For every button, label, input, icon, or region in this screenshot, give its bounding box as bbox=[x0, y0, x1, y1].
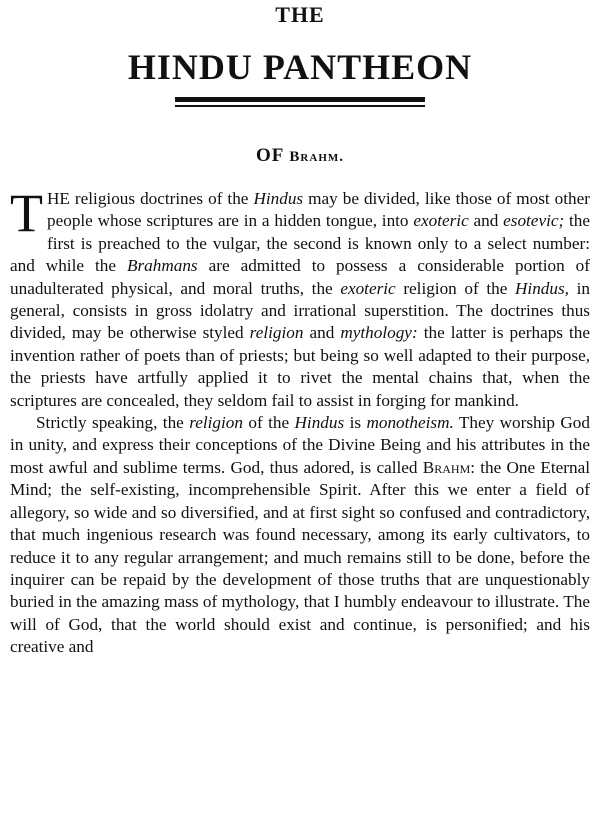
p2-text-2: of the bbox=[242, 413, 295, 433]
p2-italic-1: religion bbox=[189, 413, 243, 433]
p1-italic-3: esotevic; bbox=[503, 211, 565, 231]
paragraph-1 bbox=[10, 183, 591, 412]
p2-text-4: They worship God in unity, and express their conceptions of the Divine Being and his attributes in the most awful and sublime terms. God, thus adored, is called bbox=[10, 413, 590, 477]
p2-italic-3: monotheism. bbox=[366, 413, 454, 433]
title-the: THE bbox=[275, 2, 325, 27]
p1-italic-7: religion bbox=[249, 323, 304, 343]
drop-cap: T bbox=[10, 183, 43, 243]
section-heading bbox=[0, 145, 600, 167]
p1-text-2: may be divided, like those of most other people whose scriptures are in a hidden tongue, into bbox=[47, 189, 590, 231]
p1-text-8: and bbox=[303, 323, 341, 343]
p1-italic-4: Brahmans bbox=[126, 256, 198, 276]
p2-text-5: : the One Eternal Mind; the self-existing, incomprehensible Spirit. After this we enter a field of allegory, so wide and so diversified, and at first sight so confused and contradictory, that much ingenious research was found necessary, among its early cultivators, to reduce it to any regular arrangement; and much remains still to be done, before the inquirer can be repaid by the development of those truths that are unquestionably buried in the amazing mass of mythology, that I humbly endeavour to illustrate. The will of God, that the world should exist and continue, is personified; and his creative and bbox=[10, 457, 590, 657]
body-text bbox=[10, 183, 591, 659]
p1-italic-8: mythology: bbox=[340, 323, 418, 343]
p1-text-6: religion of the bbox=[395, 278, 516, 298]
p1-text-1: HE religious doctrines of the bbox=[47, 189, 254, 208]
p2-text-3: is bbox=[344, 413, 367, 433]
p1-italic-1: Hindus bbox=[253, 189, 304, 208]
paragraph-2 bbox=[10, 412, 590, 658]
title-rule-thin bbox=[175, 105, 425, 107]
page-title: HINDU PANTHEON bbox=[127, 47, 473, 87]
p1-italic-5: exoteric bbox=[340, 278, 396, 298]
p1-text-7: in general, consists in gross idolatry and irrational superstition. The doctrines thus divided, may be otherwise styled bbox=[10, 278, 590, 343]
p1-text-9: the latter is perhaps the invention rather of poets than of priests; but being so well adapted to their purpose, the priests have artfully applied it to rivet the mental chains that, when the scriptures are concealed, they seldom fail to assist in forging for mankind. bbox=[10, 323, 591, 410]
title-rule-thick bbox=[175, 97, 425, 102]
p2-text-1: Strictly speaking, the bbox=[36, 413, 190, 433]
p1-italic-2: exoteric bbox=[413, 211, 469, 231]
p1-text-4: the first is preached to the vulgar, the second is known only to a select number: and while the bbox=[10, 211, 591, 276]
section-heading-name: Brahm. bbox=[289, 149, 345, 165]
p1-text-3: and bbox=[468, 211, 504, 231]
p2-italic-2: Hindus bbox=[294, 413, 345, 433]
p1-italic-6: Hindus, bbox=[515, 278, 569, 298]
section-heading-of: OF bbox=[255, 145, 284, 166]
p2-smallcaps-brahm: Brahm bbox=[422, 457, 471, 477]
p1-text-5: are admitted to possess a considerable portion of unadulterated physical, and moral truths, the bbox=[10, 256, 590, 298]
